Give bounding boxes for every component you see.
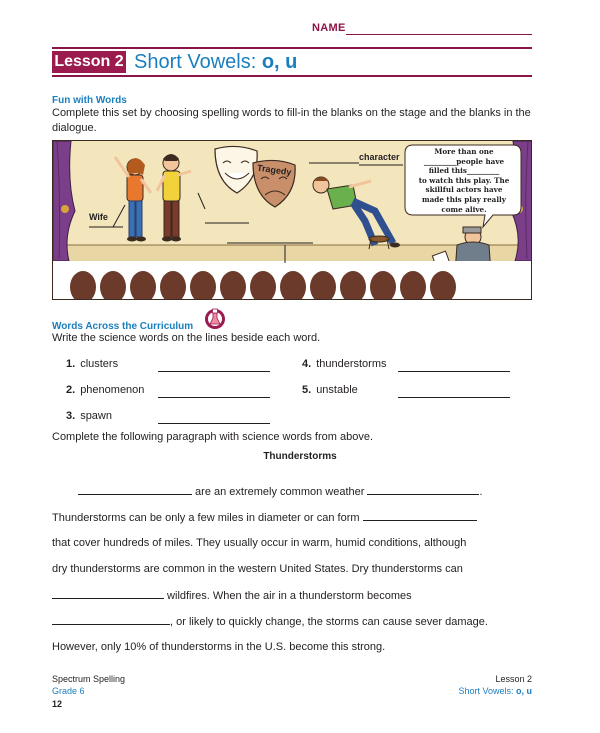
footer-lesson-title: Short Vowels: o, u xyxy=(458,686,532,696)
paragraph-blank-5[interactable] xyxy=(52,614,170,625)
paragraph-line-5: wildfires. When the air in a thunderstorm becomes xyxy=(52,588,412,603)
word-blank-2[interactable] xyxy=(158,386,270,398)
word-blank-1[interactable] xyxy=(158,360,270,372)
paragraph-line-1: are an extremely common weather . xyxy=(78,484,483,499)
paragraph-line-7: However, only 10% of thunderstorms in the U.S. become this strong. xyxy=(52,641,386,653)
paragraph-line-3: that cover hundreds of miles. They usually occur in warm, humid conditions, although xyxy=(52,537,467,549)
audience xyxy=(53,261,532,300)
word-item-3: 3. spawn xyxy=(66,410,112,422)
paragraph-blank-4[interactable] xyxy=(52,588,164,599)
lesson-title xyxy=(134,50,297,74)
lesson-title-prefix: Short Vowels: xyxy=(134,51,262,73)
title-rule xyxy=(52,75,532,77)
left-curtain-tassel xyxy=(61,205,69,213)
page-number: 12 xyxy=(52,699,63,709)
paragraph-blank-3[interactable] xyxy=(363,510,477,521)
stage-illustration xyxy=(52,140,532,300)
paragraph-instructions: Complete the following paragraph with science words from above. xyxy=(52,431,373,443)
word-item-4: 4. thunderstorms xyxy=(302,358,387,370)
paragraph-blank-2[interactable] xyxy=(367,484,479,495)
paragraph-line-4: dry thunderstorms are common in the western United States. Dry thunderstorms can xyxy=(52,563,463,575)
label-character: character xyxy=(359,152,400,162)
lesson-title-letters: o, u xyxy=(261,51,298,73)
speech-line: filled this_________ xyxy=(428,166,500,176)
word-item-2: 2. phenomenon xyxy=(66,384,145,396)
fun-with-words-instructions: Complete this set by choosing spelling words to fill-in the blanks on the stage and the blanks in the dialogue. xyxy=(52,107,531,134)
speech-line: come alive. xyxy=(441,204,487,214)
speech-line: More than one xyxy=(434,147,494,156)
word-blank-5[interactable] xyxy=(398,386,510,398)
word-blank-4[interactable] xyxy=(398,360,510,372)
fun-with-words-heading: Fun with Words xyxy=(52,95,127,106)
speech-bubble-text xyxy=(409,147,519,214)
words-across-heading: Words Across the Curriculum xyxy=(52,321,194,332)
footer-grade: Grade 6 xyxy=(52,686,85,696)
label-wife: Wife xyxy=(89,212,108,222)
speech-line: skillful actors have xyxy=(425,185,503,195)
word-item-5: 5. unstable xyxy=(302,384,358,396)
word-blank-3[interactable] xyxy=(158,412,270,424)
name-line[interactable] xyxy=(346,34,532,35)
paragraph-title: Thunderstorms xyxy=(263,451,337,462)
paragraph-blank-1[interactable] xyxy=(78,484,192,495)
lesson-badge: Lesson 2 xyxy=(52,51,126,73)
words-across-instructions: Write the science words on the lines beside each word. xyxy=(52,332,321,344)
footer-book-title: Spectrum Spelling xyxy=(52,674,126,684)
word-item-1: 1. clusters xyxy=(66,358,119,370)
paragraph-line-2: Thunderstorms can be only a few miles in diameter or can form xyxy=(52,510,477,525)
paragraph-line-6: , or likely to quickly change, the storms can cause sever damage. xyxy=(52,614,488,629)
name-label: NAME xyxy=(312,22,346,34)
top-rule xyxy=(52,47,532,49)
label-tragedy: Tragedy xyxy=(256,162,293,178)
speech-line: made this play really xyxy=(422,194,506,204)
footer-lesson: Lesson 2 xyxy=(495,674,532,684)
speech-line: _________people have xyxy=(423,156,505,166)
speech-line: to watch this play. The xyxy=(418,175,510,185)
